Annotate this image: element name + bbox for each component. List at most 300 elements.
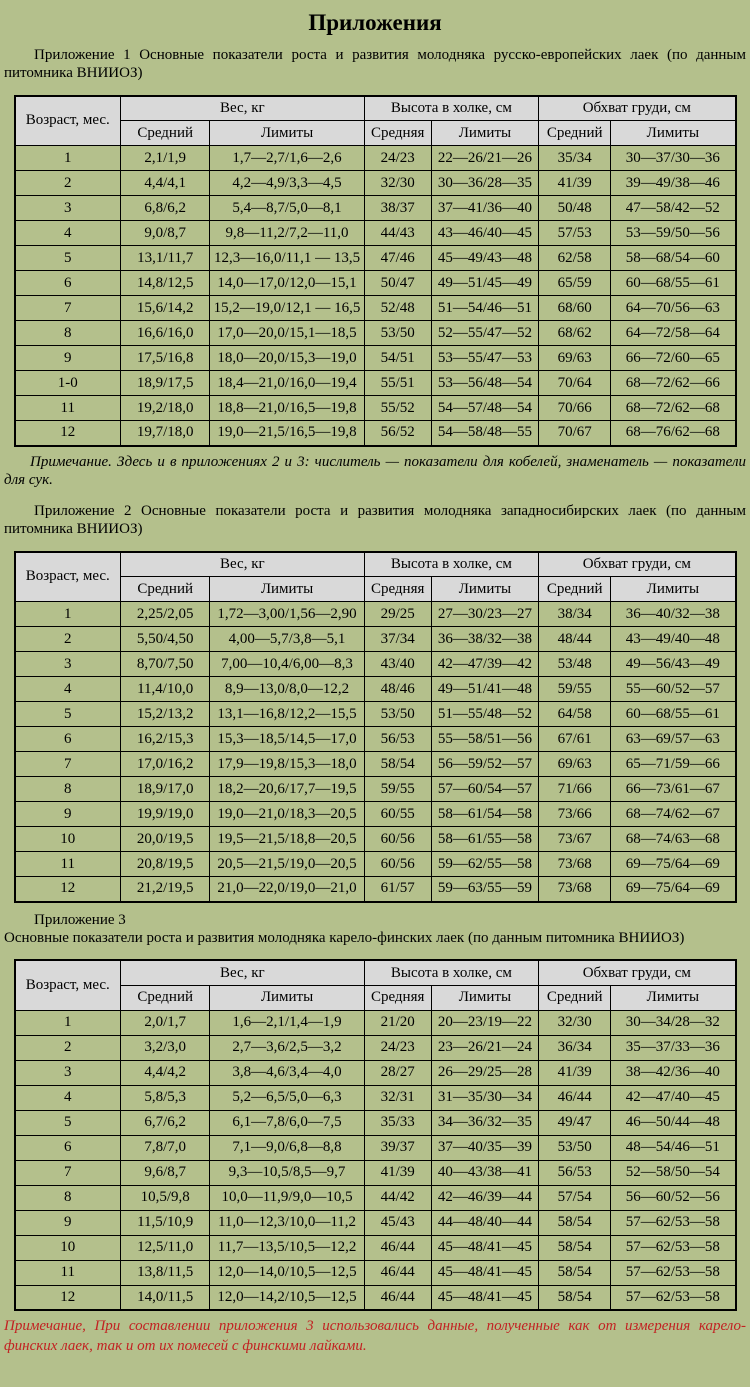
table-cell: 58—61/54—58	[431, 802, 538, 827]
table-row	[15, 1010, 736, 1035]
table-cell: 70/67	[539, 421, 611, 446]
table-cell: 5,4—8,7/5,0—8,1	[210, 196, 364, 221]
table-cell: 3,2/3,0	[120, 1035, 209, 1060]
table-cell: 44—48/40—44	[431, 1210, 538, 1235]
table-row	[15, 727, 736, 752]
table-cell: 57—62/53—58	[611, 1285, 736, 1310]
table-header	[15, 552, 736, 602]
table-cell: 16,6/16,0	[120, 321, 209, 346]
table-cell: 65—71/59—66	[611, 752, 736, 777]
table-cell: 35/33	[364, 1110, 431, 1135]
table-cell: 1,7—2,7/1,6—2,6	[210, 146, 364, 171]
appendix2-intro: Приложение 2 Основные показатели роста и развития молодняка западносибирских лаек (по данным питомника ВНИИОЗ)	[4, 503, 746, 538]
table-cell: 9	[15, 1210, 121, 1235]
table-cell: 4,4/4,2	[120, 1060, 209, 1085]
table-cell: 46/44	[364, 1235, 431, 1260]
table-cell: 41/39	[364, 1160, 431, 1185]
table-cell: 10,5/9,8	[120, 1185, 209, 1210]
table-cell: 2	[15, 171, 121, 196]
table-row	[15, 221, 736, 246]
table-cell: 11,5/10,9	[120, 1210, 209, 1235]
table-row	[15, 677, 736, 702]
table-cell: 58—61/55—58	[431, 827, 538, 852]
table-cell: 18,8—21,0/16,5—19,8	[210, 396, 364, 421]
growth-table-appendix3	[14, 959, 737, 1311]
table-cell: 13,1/11,7	[120, 246, 209, 271]
table-body	[15, 1010, 736, 1310]
table-cell: 52—55/47—52	[431, 321, 538, 346]
table-cell: 62/58	[539, 246, 611, 271]
table-row	[15, 627, 736, 652]
table-cell: 37—41/36—40	[431, 196, 538, 221]
table-cell: 45—48/41—45	[431, 1235, 538, 1260]
table-cell: 15,3—18,5/14,5—17,0	[210, 727, 364, 752]
table-cell: 43—46/40—45	[431, 221, 538, 246]
col-header-height-avg: Средняя	[364, 121, 431, 146]
table-cell: 45/43	[364, 1210, 431, 1235]
table-cell: 38/37	[364, 196, 431, 221]
table-cell: 9,8—11,2/7,2—11,0	[210, 221, 364, 246]
table-cell: 3,8—4,6/3,4—4,0	[210, 1060, 364, 1085]
col-group-weight: Вес, кг	[120, 552, 364, 577]
table-cell: 20—23/19—22	[431, 1010, 538, 1035]
table-cell: 68/60	[539, 296, 611, 321]
table-cell: 43/40	[364, 652, 431, 677]
table-cell: 57—62/53—58	[611, 1260, 736, 1285]
table-cell: 60—68/55—61	[611, 702, 736, 727]
table-cell: 58/54	[539, 1260, 611, 1285]
table-cell: 19,2/18,0	[120, 396, 209, 421]
table-cell: 68—76/62—68	[611, 421, 736, 446]
table-cell: 19,5—21,5/18,8—20,5	[210, 827, 364, 852]
table-cell: 12	[15, 1285, 121, 1310]
table-cell: 56/53	[364, 727, 431, 752]
table-row	[15, 652, 736, 677]
table-cell: 3	[15, 652, 121, 677]
table-cell: 56—60/52—56	[611, 1185, 736, 1210]
table-cell: 36—38/32—38	[431, 627, 538, 652]
table-cell: 45—48/41—45	[431, 1285, 538, 1310]
table-cell: 19,0—21,0/18,3—20,5	[210, 802, 364, 827]
table-cell: 53/48	[539, 652, 611, 677]
table-cell: 11	[15, 852, 121, 877]
table-cell: 52/48	[364, 296, 431, 321]
table-row	[15, 146, 736, 171]
table-row	[15, 852, 736, 877]
col-header-chest-avg: Средний	[539, 121, 611, 146]
table-cell: 24/23	[364, 146, 431, 171]
col-header-weight-avg: Средний	[120, 577, 209, 602]
table-cell: 51—55/48—52	[431, 702, 538, 727]
table-row	[15, 1085, 736, 1110]
table-cell: 8	[15, 777, 121, 802]
table-cell: 52—58/50—54	[611, 1160, 736, 1185]
table-row	[15, 1135, 736, 1160]
table-row	[15, 877, 736, 902]
table-cell: 68—74/62—67	[611, 802, 736, 827]
table-cell: 20,8/19,5	[120, 852, 209, 877]
table-cell: 26—29/25—28	[431, 1060, 538, 1085]
table-cell: 17,5/16,8	[120, 346, 209, 371]
table-cell: 8,9—13,0/8,0—12,2	[210, 677, 364, 702]
table-cell: 45—48/41—45	[431, 1260, 538, 1285]
table-cell: 58/54	[539, 1235, 611, 1260]
col-header-weight-limits: Лимиты	[210, 121, 364, 146]
table-cell: 58/54	[364, 752, 431, 777]
appendix3-intro-line1: Приложение 3	[34, 911, 126, 928]
table-cell: 4	[15, 221, 121, 246]
table-body	[15, 146, 736, 446]
table-cell: 4	[15, 677, 121, 702]
col-group-height: Высота в холке, см	[364, 96, 538, 121]
table-cell: 48/44	[539, 627, 611, 652]
table-cell: 47/46	[364, 246, 431, 271]
table-row	[15, 196, 736, 221]
table-row	[15, 171, 736, 196]
table-cell: 7	[15, 1160, 121, 1185]
table-cell: 5	[15, 246, 121, 271]
table-cell: 19,7/18,0	[120, 421, 209, 446]
table-cell: 58/54	[539, 1210, 611, 1235]
table-cell: 64/58	[539, 702, 611, 727]
table-cell: 9	[15, 802, 121, 827]
table-cell: 57—62/53—58	[611, 1210, 736, 1235]
table-cell: 60/55	[364, 802, 431, 827]
col-header-weight-avg: Средний	[120, 985, 209, 1010]
table-cell: 42—47/40—45	[611, 1085, 736, 1110]
table-cell: 11,0—12,3/10,0—11,2	[210, 1210, 364, 1235]
table-cell: 49/47	[539, 1110, 611, 1135]
growth-table-appendix2	[14, 551, 737, 903]
table-cell: 8,70/7,50	[120, 652, 209, 677]
table-cell: 73/68	[539, 852, 611, 877]
table-cell: 49—51/45—49	[431, 271, 538, 296]
table-cell: 54—58/48—55	[431, 421, 538, 446]
col-header-age: Возраст, мес.	[15, 96, 121, 146]
table-row	[15, 777, 736, 802]
table-cell: 3	[15, 1060, 121, 1085]
table-cell: 8	[15, 321, 121, 346]
table-cell: 54/51	[364, 346, 431, 371]
table-cell: 44/43	[364, 221, 431, 246]
col-header-height-avg: Средняя	[364, 985, 431, 1010]
table-cell: 49—51/41—48	[431, 677, 538, 702]
col-header-height-limits: Лимиты	[431, 985, 538, 1010]
col-header-chest-limits: Лимиты	[611, 121, 736, 146]
table-cell: 28/27	[364, 1060, 431, 1085]
table-row	[15, 1185, 736, 1210]
table-cell: 31—35/30—34	[431, 1085, 538, 1110]
table-cell: 36/34	[539, 1035, 611, 1060]
table-cell: 10,0—11,9/9,0—10,5	[210, 1185, 364, 1210]
table-cell: 60/56	[364, 852, 431, 877]
table-cell: 11,7—13,5/10,5—12,2	[210, 1235, 364, 1260]
table-cell: 2,1/1,9	[120, 146, 209, 171]
table-cell: 4,4/4,1	[120, 171, 209, 196]
table-cell: 9	[15, 346, 121, 371]
table-cell: 70/66	[539, 396, 611, 421]
table-cell: 44/42	[364, 1185, 431, 1210]
col-header-chest-avg: Средний	[539, 577, 611, 602]
table-cell: 6,7/6,2	[120, 1110, 209, 1135]
table-cell: 39—49/38—46	[611, 171, 736, 196]
table-cell: 17,0/16,2	[120, 752, 209, 777]
table-cell: 56/52	[364, 421, 431, 446]
table-row	[15, 752, 736, 777]
table-cell: 18,0—20,0/15,3—19,0	[210, 346, 364, 371]
table-cell: 22—26/21—26	[431, 146, 538, 171]
table-cell: 21,2/19,5	[120, 877, 209, 902]
table-cell: 73/66	[539, 802, 611, 827]
table-cell: 46/44	[539, 1085, 611, 1110]
table-cell: 24/23	[364, 1035, 431, 1060]
table-cell: 1	[15, 1010, 121, 1035]
table-cell: 59—62/55—58	[431, 852, 538, 877]
table-cell: 59—63/55—59	[431, 877, 538, 902]
table-cell: 6	[15, 727, 121, 752]
col-header-chest-limits: Лимиты	[611, 985, 736, 1010]
col-header-height-limits: Лимиты	[431, 577, 538, 602]
appendix1-note: Примечание. Здесь и в приложениях 2 и 3: числитель — показатели для кобелей, знаменатель — показатели для сук.	[4, 453, 746, 489]
table-row	[15, 321, 736, 346]
table-cell: 2,25/2,05	[120, 602, 209, 627]
table-row	[15, 702, 736, 727]
table-cell: 65/59	[539, 271, 611, 296]
table-cell: 38/34	[539, 602, 611, 627]
table-cell: 56—59/52—57	[431, 752, 538, 777]
table-cell: 53—59/50—56	[611, 221, 736, 246]
table-cell: 46—50/44—48	[611, 1110, 736, 1135]
table-cell: 41/39	[539, 171, 611, 196]
table-cell: 49—56/43—49	[611, 652, 736, 677]
table-cell: 61/57	[364, 877, 431, 902]
table-header	[15, 960, 736, 1010]
table-cell: 2,0/1,7	[120, 1010, 209, 1035]
table-row	[15, 1160, 736, 1185]
table-cell: 60—68/55—61	[611, 271, 736, 296]
col-group-height: Высота в холке, см	[364, 552, 538, 577]
table-cell: 20,0/19,5	[120, 827, 209, 852]
table-cell: 69—75/64—69	[611, 852, 736, 877]
table-cell: 7,1—9,0/6,8—8,8	[210, 1135, 364, 1160]
table-cell: 18,2—20,6/17,7—19,5	[210, 777, 364, 802]
table-cell: 68—72/62—66	[611, 371, 736, 396]
table-cell: 58/54	[539, 1285, 611, 1310]
table-cell: 2	[15, 627, 121, 652]
table-cell: 19,9/19,0	[120, 802, 209, 827]
table-cell: 21,0—22,0/19,0—21,0	[210, 877, 364, 902]
table-cell: 6	[15, 1135, 121, 1160]
table-cell: 45—49/43—48	[431, 246, 538, 271]
table-cell: 69/63	[539, 752, 611, 777]
table-cell: 10	[15, 827, 121, 852]
table-cell: 50/47	[364, 271, 431, 296]
table-cell: 8	[15, 1185, 121, 1210]
appendix3-intro-line2: Основные показатели роста и развития молодняка карело-финских лаек (по данным питомника ВНИИОЗ)	[4, 929, 685, 946]
table-cell: 68/62	[539, 321, 611, 346]
col-group-chest: Обхват груди, см	[539, 960, 736, 985]
col-header-height-avg: Средняя	[364, 577, 431, 602]
table-cell: 32/30	[364, 171, 431, 196]
col-header-age: Возраст, мес.	[15, 552, 121, 602]
table-cell: 23—26/21—24	[431, 1035, 538, 1060]
table-cell: 18,9/17,0	[120, 777, 209, 802]
table-cell: 1,6—2,1/1,4—1,9	[210, 1010, 364, 1035]
table-cell: 12	[15, 877, 121, 902]
table-cell: 64—72/58—64	[611, 321, 736, 346]
table-cell: 16,2/15,3	[120, 727, 209, 752]
table-cell: 7,00—10,4/6,00—8,3	[210, 652, 364, 677]
table-cell: 57—62/53—58	[611, 1235, 736, 1260]
table-cell: 37/34	[364, 627, 431, 652]
table-cell: 15,6/14,2	[120, 296, 209, 321]
table-row	[15, 602, 736, 627]
col-header-weight-avg: Средний	[120, 121, 209, 146]
table-cell: 53/50	[364, 321, 431, 346]
table-cell: 47—58/42—52	[611, 196, 736, 221]
table-cell: 67/61	[539, 727, 611, 752]
col-group-chest: Обхват груди, см	[539, 96, 736, 121]
table-cell: 7	[15, 296, 121, 321]
table-cell: 17,9—19,8/15,3—18,0	[210, 752, 364, 777]
table-cell: 18,9/17,5	[120, 371, 209, 396]
table-cell: 18,4—21,0/16,0—19,4	[210, 371, 364, 396]
table-cell: 11	[15, 396, 121, 421]
table-cell: 53/50	[539, 1135, 611, 1160]
table-row	[15, 396, 736, 421]
appendix1-intro: Приложение 1 Основные показатели роста и развития молодняка русско-европейских лаек (по данным питомника ВНИИОЗ)	[4, 47, 746, 82]
table-row	[15, 1110, 736, 1135]
table-cell: 11	[15, 1260, 121, 1285]
col-header-weight-limits: Лимиты	[210, 985, 364, 1010]
table-cell: 34—36/32—35	[431, 1110, 538, 1135]
table-cell: 68—74/63—68	[611, 827, 736, 852]
table-cell: 4	[15, 1085, 121, 1110]
table-cell: 15,2/13,2	[120, 702, 209, 727]
page-title: Приложения	[308, 10, 442, 35]
table-cell: 6,8/6,2	[120, 196, 209, 221]
table-cell: 38—42/36—40	[611, 1060, 736, 1085]
table-cell: 29/25	[364, 602, 431, 627]
table-cell: 40—43/38—41	[431, 1160, 538, 1185]
table-cell: 6	[15, 271, 121, 296]
table-cell: 53—55/47—53	[431, 346, 538, 371]
table-cell: 19,0—21,5/16,5—19,8	[210, 421, 364, 446]
table-cell: 13,8/11,5	[120, 1260, 209, 1285]
table-cell: 73/68	[539, 877, 611, 902]
table-cell: 55/52	[364, 396, 431, 421]
table-cell: 68—72/62—68	[611, 396, 736, 421]
table-cell: 7,8/7,0	[120, 1135, 209, 1160]
table-row	[15, 246, 736, 271]
table-row	[15, 802, 736, 827]
table-cell: 53—56/48—54	[431, 371, 538, 396]
table-row	[15, 1235, 736, 1260]
table-row	[15, 1260, 736, 1285]
col-header-weight-limits: Лимиты	[210, 577, 364, 602]
table-cell: 60/56	[364, 827, 431, 852]
col-header-height-limits: Лимиты	[431, 121, 538, 146]
table-cell: 3	[15, 196, 121, 221]
table-cell: 39/37	[364, 1135, 431, 1160]
table-cell: 14,0/11,5	[120, 1285, 209, 1310]
table-cell: 2,7—3,6/2,5—3,2	[210, 1035, 364, 1060]
table-cell: 57—60/54—57	[431, 777, 538, 802]
table-cell: 51—54/46—51	[431, 296, 538, 321]
col-group-height: Высота в холке, см	[364, 960, 538, 985]
table-cell: 20,5—21,5/19,0—20,5	[210, 852, 364, 877]
table-cell: 43—49/40—48	[611, 627, 736, 652]
table-cell: 4,00—5,7/3,8—5,1	[210, 627, 364, 652]
table-cell: 15,2—19,0/12,1 — 16,5	[210, 296, 364, 321]
table-cell: 58—68/54—60	[611, 246, 736, 271]
table-cell: 12,0—14,2/10,5—12,5	[210, 1285, 364, 1310]
table-row	[15, 827, 736, 852]
table-cell: 9,0/8,7	[120, 221, 209, 246]
table-cell: 37—40/35—39	[431, 1135, 538, 1160]
table-cell: 11,4/10,0	[120, 677, 209, 702]
table-cell: 10	[15, 1235, 121, 1260]
table-cell: 30—37/30—36	[611, 146, 736, 171]
table-cell: 57/53	[539, 221, 611, 246]
table-row	[15, 1210, 736, 1235]
table-body	[15, 602, 736, 902]
col-group-weight: Вес, кг	[120, 96, 364, 121]
col-header-age: Возраст, мес.	[15, 960, 121, 1010]
table-cell: 27—30/23—27	[431, 602, 538, 627]
table-cell: 59/55	[539, 677, 611, 702]
table-cell: 64—70/56—63	[611, 296, 736, 321]
table-cell: 36—40/32—38	[611, 602, 736, 627]
table-row	[15, 1035, 736, 1060]
table-cell: 46/44	[364, 1285, 431, 1310]
table-cell: 66—73/61—67	[611, 777, 736, 802]
table-cell: 2	[15, 1035, 121, 1060]
table-row	[15, 421, 736, 446]
table-cell: 69/63	[539, 346, 611, 371]
table-cell: 12	[15, 421, 121, 446]
table-cell: 35—37/33—36	[611, 1035, 736, 1060]
table-cell: 48—54/46—51	[611, 1135, 736, 1160]
table-cell: 53/50	[364, 702, 431, 727]
col-group-weight: Вес, кг	[120, 960, 364, 985]
table-cell: 4,2—4,9/3,3—4,5	[210, 171, 364, 196]
table-cell: 35/34	[539, 146, 611, 171]
table-header	[15, 96, 736, 146]
table-cell: 12,5/11,0	[120, 1235, 209, 1260]
table-cell: 42—47/39—42	[431, 652, 538, 677]
table-cell: 5,8/5,3	[120, 1085, 209, 1110]
table-cell: 9,3—10,5/8,5—9,7	[210, 1160, 364, 1185]
table-cell: 30—34/28—32	[611, 1010, 736, 1035]
table-cell: 12,3—16,0/11,1 — 13,5	[210, 246, 364, 271]
table-cell: 5	[15, 702, 121, 727]
table-cell: 32/31	[364, 1085, 431, 1110]
table-cell: 5,2—6,5/5,0—6,3	[210, 1085, 364, 1110]
appendix3-intro	[4, 911, 746, 948]
table-cell: 70/64	[539, 371, 611, 396]
table-cell: 59/55	[364, 777, 431, 802]
table-cell: 7	[15, 752, 121, 777]
table-cell: 14,8/12,5	[120, 271, 209, 296]
table-cell: 55—60/52—57	[611, 677, 736, 702]
table-row	[15, 296, 736, 321]
col-group-chest: Обхват груди, см	[539, 552, 736, 577]
table-row	[15, 1285, 736, 1310]
table-cell: 46/44	[364, 1260, 431, 1285]
table-row	[15, 346, 736, 371]
table-cell: 1,72—3,00/1,56—2,90	[210, 602, 364, 627]
